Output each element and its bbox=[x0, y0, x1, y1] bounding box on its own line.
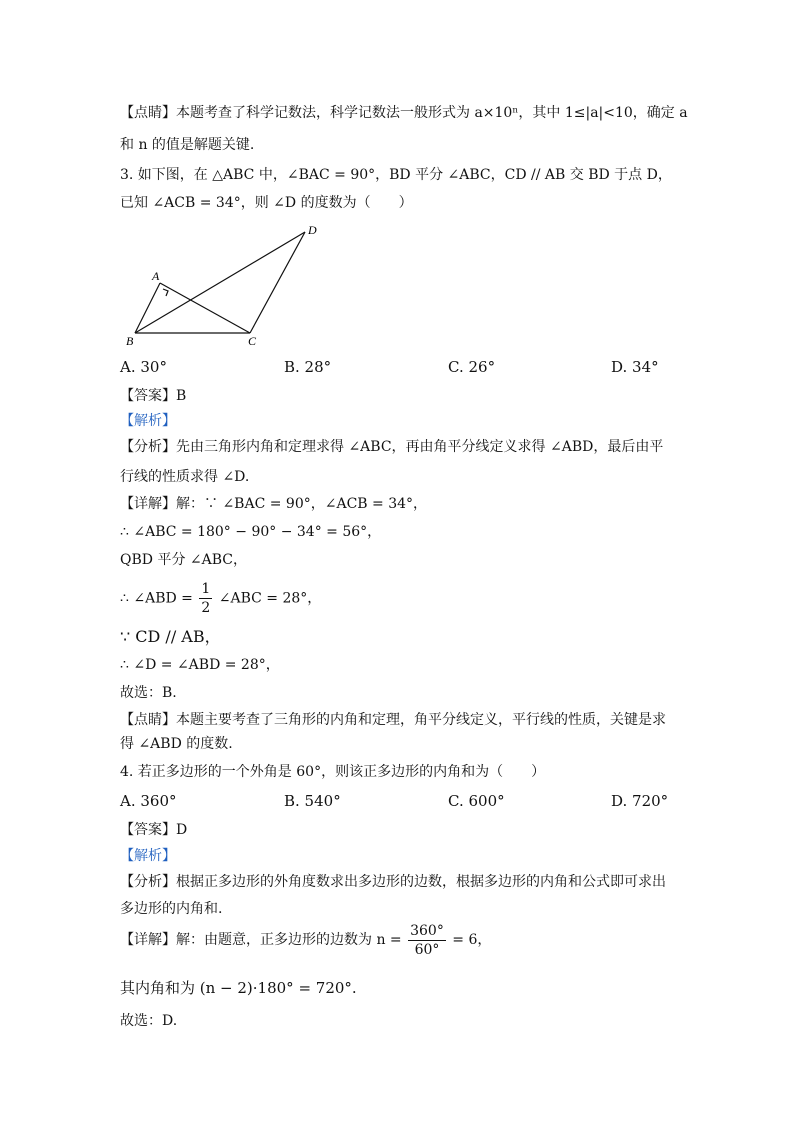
q3-step-3-pre: ∴ ∠ABD = bbox=[120, 590, 193, 607]
q3-note-2: 得 ∠ABD 的度数. bbox=[120, 736, 233, 752]
q3-option-b[interactable]: B. 28° bbox=[284, 358, 332, 376]
q4-analysis-heading: 【解析】 bbox=[120, 848, 176, 864]
q4-option-a[interactable]: A. 360° bbox=[120, 792, 177, 810]
right-angle-mark bbox=[163, 289, 168, 296]
segment-ac bbox=[160, 283, 250, 333]
q3-option-c[interactable]: C. 26° bbox=[448, 358, 496, 376]
q3-detail-intro: 【详解】解：∵ ∠BAC = 90°，∠ACB = 34°， bbox=[120, 496, 428, 512]
fraction-numerator: 1 bbox=[201, 581, 211, 597]
note-line-2: 和 n 的值是解题关键. bbox=[120, 137, 255, 153]
q4-option-b[interactable]: B. 540° bbox=[284, 792, 341, 810]
q4-choice: 故选：D. bbox=[120, 1013, 178, 1029]
q4-option-d[interactable]: D. 720° bbox=[611, 792, 669, 810]
label-c: C bbox=[248, 334, 257, 348]
q3-step-4: ∵ CD // AB， bbox=[120, 627, 221, 646]
q3-step-1: ∴ ∠ABC = 180° − 90° − 34° = 56°， bbox=[120, 524, 382, 540]
q3-step-2: QBD 平分 ∠ABC， bbox=[120, 552, 247, 568]
q4-detail-pre: 【详解】解：由题意，正多边形的边数为 n = bbox=[120, 932, 402, 948]
q3-option-a[interactable]: A. 30° bbox=[120, 358, 167, 376]
q3-choice: 故选：B. bbox=[120, 685, 177, 701]
q4-stem: 4. 若正多边形的一个外角是 60°，则该正多边形的内角和为（ ） bbox=[120, 764, 546, 780]
q3-stem-1: 3. 如下图，在 △ABC 中，∠BAC = 90°，BD 平分 ∠ABC，CD // AB 交 BD 于点 D， bbox=[120, 167, 672, 183]
fraction-denominator: 2 bbox=[201, 600, 211, 616]
q3-option-d[interactable]: D. 34° bbox=[611, 358, 659, 376]
segment-bd bbox=[135, 232, 305, 333]
q3-step-5: ∴ ∠D = ∠ABD = 28°， bbox=[120, 657, 280, 673]
q4-analysis-1: 【分析】根据正多边形的外角度数求出多边形的边数，根据多边形的内角和公式即可求出 bbox=[120, 874, 666, 890]
q3-step-3-post: ∠ABC = 28°， bbox=[218, 590, 322, 607]
fraction-half bbox=[199, 580, 212, 617]
q4-detail bbox=[120, 920, 491, 960]
q3-figure bbox=[120, 220, 330, 350]
q4-answer: 【答案】D bbox=[120, 822, 188, 838]
fraction-360-over-60 bbox=[408, 922, 446, 959]
q4-option-c[interactable]: C. 600° bbox=[448, 792, 505, 810]
note-line-1: 【点睛】本题考查了科学记数法，科学记数法一般形式为 a×10ⁿ，其中 1≤|a|<10，确定 a bbox=[120, 105, 688, 121]
q3-analysis-2: 行线的性质求得 ∠D. bbox=[120, 469, 250, 485]
label-a: A bbox=[152, 269, 160, 283]
q4-analysis-2: 多边形的内角和. bbox=[120, 901, 223, 917]
label-d: D bbox=[308, 223, 317, 237]
fraction-denominator: 60° bbox=[414, 941, 440, 958]
q3-analysis-1: 【分析】先由三角形内角和定理求得 ∠ABC，再由角平分线定义求得 ∠ABD，最后由平 bbox=[120, 439, 664, 455]
q4-step-1: 其内角和为 (n − 2)·180° = 720°. bbox=[120, 979, 357, 997]
segment-cd bbox=[250, 232, 305, 333]
q3-answer: 【答案】B bbox=[120, 388, 187, 404]
label-b: B bbox=[126, 334, 134, 348]
q3-note-1: 【点睛】本题主要考查了三角形的内角和定理，角平分线定义，平行线的性质，关键是求 bbox=[120, 712, 666, 728]
q4-detail-post: = 6， bbox=[452, 932, 492, 948]
fraction-numerator: 360° bbox=[410, 922, 444, 939]
q3-analysis-heading: 【解析】 bbox=[120, 413, 176, 429]
q3-step-3 bbox=[120, 580, 321, 617]
q3-stem-2: 已知 ∠ACB = 34°，则 ∠D 的度数为（ ） bbox=[120, 195, 413, 211]
